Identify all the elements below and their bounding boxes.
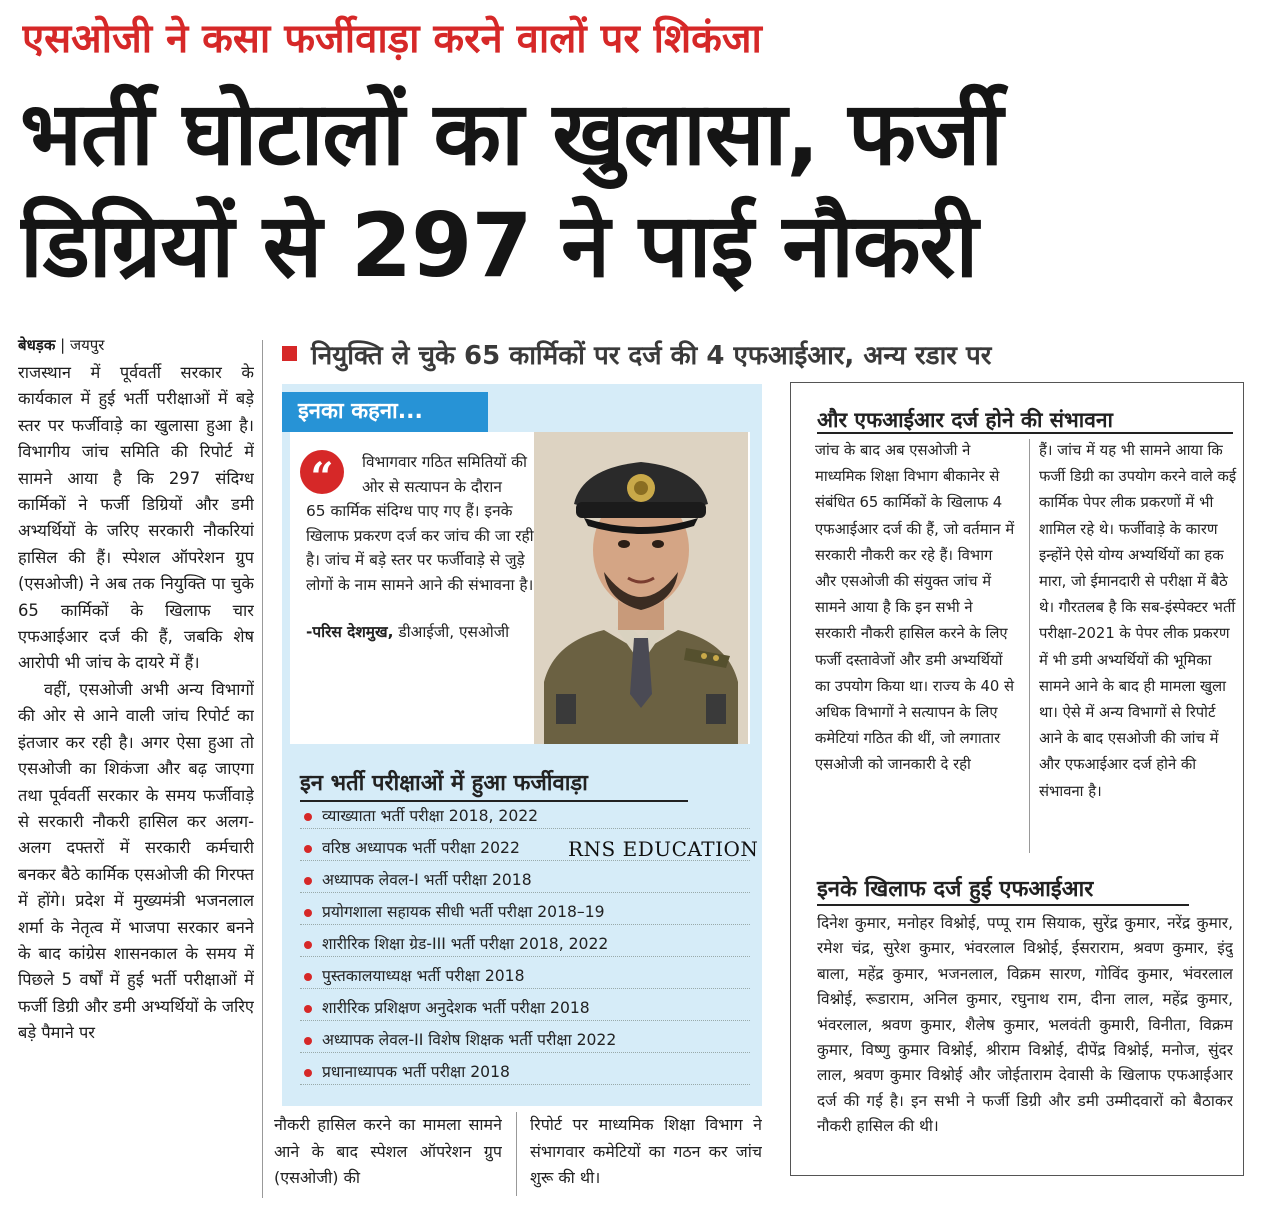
subheadline-text: नियुक्ति ले चुके 65 कार्मिकों पर दर्ज की 4 एफआईआर, अन्य रडार पर <box>311 341 992 371</box>
quote-tab-label: इनका कहना... <box>282 392 488 432</box>
middle-column-text-1: नौकरी हासिल करने का मामला सामने आने के बाद स्पेशल ऑपरेशन ग्रुप (एसओजी) की <box>274 1115 502 1187</box>
quote-attribution <box>306 620 534 645</box>
column-divider <box>262 340 263 1198</box>
exam-item: प्रधानाध्यापक भर्ती परीक्षा 2018 <box>300 1060 750 1085</box>
watermark-text: RNS EDUCATION <box>568 837 759 861</box>
quote-author: -परिस देशमुख, <box>306 622 394 641</box>
exams-heading: इन भर्ती परीक्षाओं में हुआ फर्जीवाड़ा <box>300 771 588 796</box>
exam-item: प्रयोगशाला सहायक सीधी भर्ती परीक्षा 2018–19 <box>300 900 750 925</box>
headline-line-2: डिग्रियों से 297 ने पाई नौकरी <box>20 194 978 297</box>
exams-heading-underline <box>300 800 688 802</box>
exam-item: पुस्तकालयाध्यक्ष भर्ती परीक्षा 2018 <box>300 964 750 989</box>
fir-names-heading: इनके खिलाफ दर्ज हुई एफआईआर <box>817 877 1094 902</box>
column-divider <box>516 1112 517 1196</box>
subheadline <box>282 336 1242 376</box>
kicker-headline: एसओजी ने कसा फर्जीवाड़ा करने वालों पर शिकंजा <box>22 16 762 62</box>
quote-box <box>282 384 762 1106</box>
more-fir-heading-underline <box>817 432 1233 434</box>
officer-photo <box>534 432 748 744</box>
byline-separator: | <box>55 336 70 354</box>
left-article-column <box>18 360 254 1200</box>
quote-text <box>306 450 534 740</box>
quote-panel <box>290 432 750 744</box>
left-paragraph-2: वहीं, एसओजी अभी अन्य विभागों की ओर से आने वाली जांच रिपोर्ट का इंतजार कर रही है। अगर ऐसा हुआ तो एसओजी का शिकंजा और बढ़ जाएगा तथा पूर्ववर्ती सरकार के समय फर्जीवाड़े से सरकारी नौकरी हासिल कर अलग-अलग दफ्तरों में सरकारी कर्मचारी बनकर बैठे कार्मिक एसओजी की गिरफ्त में होंगे। प्रदेश में मुख्यमंत्री भजनलाल शर्मा के नेतृत्व में भाजपा सरकार बनने के बाद कांग्रेस शासनकाल के समय में पिछले 5 वर्षों में हुई भर्ती परीक्षाओं में फर्जी डिग्री और डमी अभ्यर्थियों के जरिए बड़े पैमाने पर <box>18 679 254 1043</box>
middle-column-text-2: रिपोर्ट पर माध्यमिक शिक्षा विभाग ने संभागवार कमेटियों का गठन कर जांच शुरू की थी। <box>530 1115 762 1187</box>
fir-names-text: दिनेश कुमार, मनोहर विश्नोई, पप्पू राम सियाक, सुरेंद्र कुमार, नरेंद्र कुमार, रमेश चंद्र, सुरेश कुमार, भंवरलाल विश्नोई, ईसराराम, श्रवण कुमार, इंदु बाला, महेंद्र कुमार, भजनलाल, विक्रम सारण, गोविंद कुमार, भंवरलाल विश्नोई, रूडाराम, अनिल कुमार, रघुनाथ राम, दीना लाल, महेंद्र कुमार, भंवरलाल, श्रवण कुमार, शैलेष कुमार, भलवंती कुमारी, विनीता, विक्रम कुमार, विष्णु कुमार विश्नोई, श्रीराम विश्नोई, दीपेंद्र विश्नोई, मनोज, सुंदर लाल, श्रवण कुमार विश्नोई और जोईताराम देवासी के खिलाफ एफआईआर दर्ज की गई है। इन सभी ने फर्जी डिग्री और डमी उम्मीदवारों को बैठाकर नौकरी हासिल की थी। <box>817 914 1233 1136</box>
exam-item: शारीरिक प्रशिक्षण अनुदेशक भर्ती परीक्षा 2018 <box>300 996 750 1021</box>
exam-item: अध्यापक लेवल-I भर्ती परीक्षा 2018 <box>300 868 750 893</box>
exam-item: व्याख्याता भर्ती परीक्षा 2018, 2022 <box>300 804 750 829</box>
more-fir-heading: और एफआईआर दर्ज होने की संभावना <box>817 408 1113 432</box>
bullet-square-icon <box>282 346 297 361</box>
byline-source: बेधड़क <box>18 336 56 354</box>
headline-line-1: भर्ती घोटालों का खुलासा, फर्जी <box>20 82 1003 185</box>
more-fir-column-1: जांच के बाद अब एसओजी ने माध्यमिक शिक्षा विभाग बीकानेर से संबंधित 65 कार्मिकों के खिलाफ 4 एफआईआर दर्ज की हैं, जो वर्तमान में सरकारी नौकरी कर रहे हैं। विभाग और एसओजी की संयुक्त जांच में सामने आया है कि इन सभी ने सरकारी नौकरी हासिल करने के लिए फर्जी दस्तावेजों और डमी अभ्यर्थियों का उपयोग किया था। राज्य के 40 से अधिक विभागों ने सत्यापन के लिए कमेटियां गठित की थीं, जो लगातार एसओजी को जानकारी दे रही <box>815 442 1015 774</box>
exam-item: वरिष्ठ अध्यापक भर्ती परीक्षा 2022 <box>300 836 750 861</box>
quote-designation: डीआईजी, एसओजी <box>393 622 510 641</box>
byline-city: जयपुर <box>69 336 105 354</box>
exam-item: अध्यापक लेवल-II विशेष शिक्षक भर्ती परीक्षा 2022 <box>300 1028 750 1053</box>
right-sidebar-box <box>790 382 1244 1176</box>
quote-body: 65 कार्मिक संदिग्ध पाए गए हैं। इनके खिलाफ प्रकरण दर्ज कर जांच की जा रही है। जांच में बड़े स्तर पर फर्जीवाड़े से जुड़े लोगों के नाम सामने आने की संभावना है। <box>306 502 534 594</box>
exam-item: शारीरिक शिक्षा ग्रेड-III भर्ती परीक्षा 2018, 2022 <box>300 932 750 957</box>
quote-lead: विभागवार गठित समितियों की ओर से सत्यापन के दौरान <box>362 453 527 496</box>
more-fir-column-2: हैं। जांच में यह भी सामने आया कि फर्जी डिग्री का उपयोग करने वाले कई कार्मिक पेपर लीक प्रकरणों में भी शामिल रहे थे। फर्जीवाड़े के कारण इन्होंने ऐसे योग्य अभ्यर्थियों का हक मारा, जो ईमानदारी से परीक्षा में बैठे थे। गौरतलब है कि सब-इंस्पेक्टर भर्ती परीक्षा-2021 के पेपर लीक प्रकरण में भी डमी अभ्यर्थियों की भूमिका सामने आने के बाद ही मामला खुला था। ऐसे में अन्य विभागों से रिपोर्ट आने के बाद एसओजी की जांच में और एफआईआर दर्ज होने की संभावना है। <box>1039 442 1237 800</box>
left-paragraph-1: राजस्थान में पूर्ववर्ती सरकार के कार्यकाल में हुई भर्ती परीक्षाओं में बड़े स्तर पर फर्जीवाड़े का खुलासा हुआ है। विभागीय जांच समिति की रिपोर्ट में सामने आया है कि 297 संदिग्ध कार्मिकों ने फर्जी डिग्रियों और डमी अभ्यर्थियों के जरिए सरकारी नौकरियां हासिल की हैं। स्पेशल ऑपरेशन ग्रुप (एसओजी) ने अब तक नियुक्ति पा चुके 65 कार्मिकों के खिलाफ चार एफआईआर दर्ज की हैं, जबकि शेष आरोपी भी जांच के दायरे में हैं। <box>18 363 254 673</box>
fir-names-heading-underline <box>817 904 1189 906</box>
byline <box>18 334 268 356</box>
main-headline <box>20 78 1250 318</box>
column-divider <box>1029 439 1030 853</box>
quote-mark-icon: “ <box>300 450 344 494</box>
officer-portrait-icon <box>534 432 748 744</box>
